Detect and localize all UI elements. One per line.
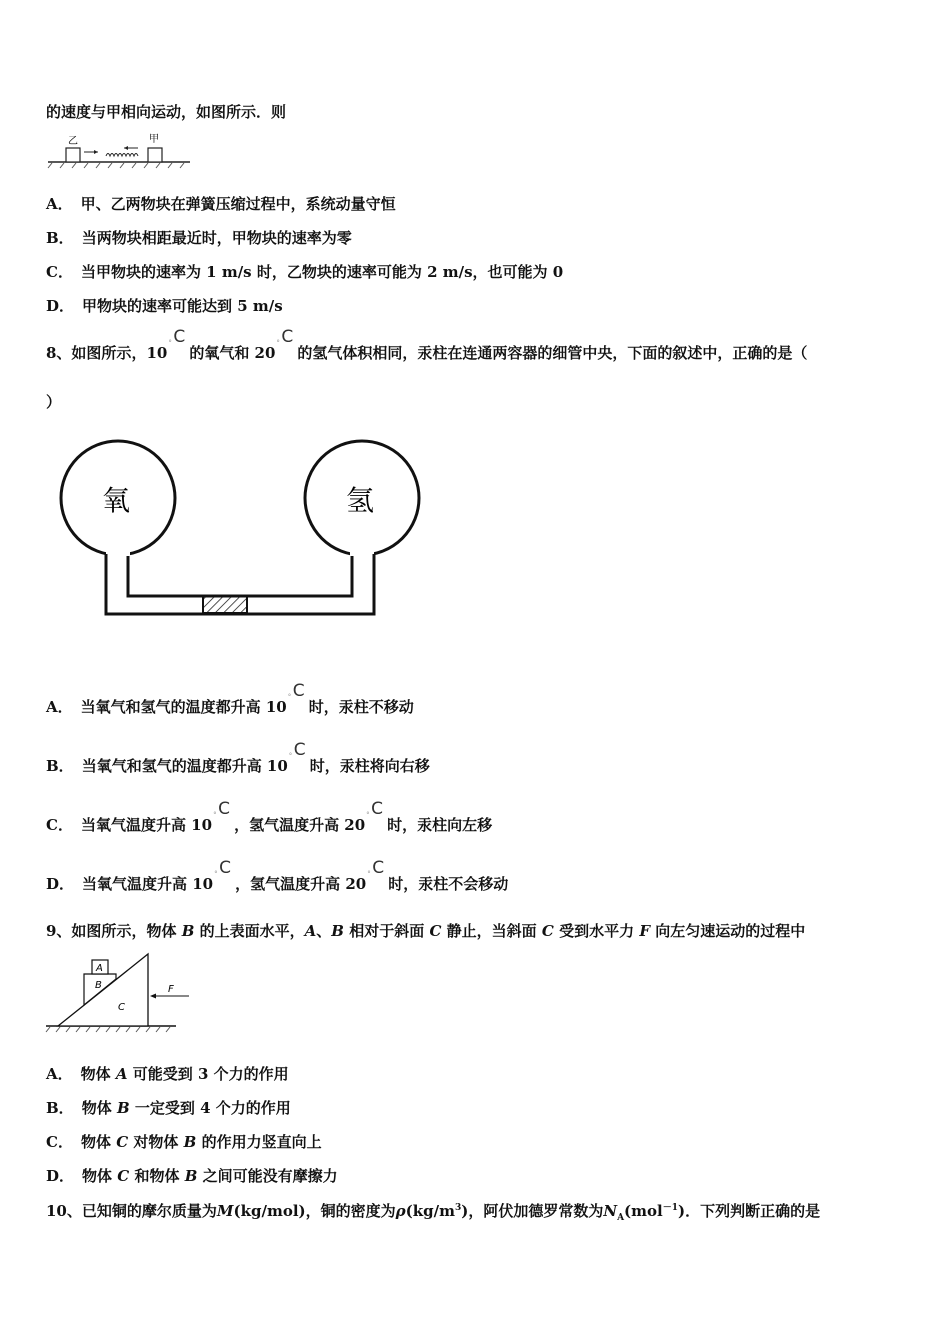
q8-option-b: B． 当氧气和氢气的温度都升高 10 ° C 时，汞柱将向右移 — [46, 740, 430, 775]
q7-intro: 的速度与甲相向运动，如图所示．则 — [46, 103, 287, 121]
q8-stem: 8、如图所示，10 ° C 的氧气和 20 ° C 的氢气体积相同，汞柱在连通两容器的细管中央，下面的叙述中，正确的是（ — [46, 327, 808, 362]
q9-option-b: B． 物体 B 一定受到 4 个力的作用 — [46, 1099, 291, 1117]
label-yi: 乙 — [68, 136, 78, 147]
q8-figure — [50, 438, 430, 628]
mercury-column — [203, 596, 247, 613]
q8-option-a: A． 当氧气和氢气的温度都升高 10 ° C 时，汞柱不移动 — [46, 681, 414, 716]
q9-option-c: C． 物体 C 对物体 B 的作用力竖直向上 — [46, 1133, 322, 1151]
block-yi — [66, 148, 80, 162]
degree-symbol: ° C — [168, 327, 186, 347]
connecting-tube-inner — [128, 556, 352, 596]
oxygen-label: 氧 — [102, 484, 131, 517]
label-c: C — [118, 1002, 125, 1013]
q7-figure — [44, 130, 194, 170]
q9-stem: 9、如图所示，物体 B 的上表面水平，A、B 相对于斜面 C 静止，当斜面 C 受到水平力 F 向左匀速运动的过程中 — [46, 922, 806, 940]
q9-option-a: A． 物体 A 可能受到 3 个力的作用 — [46, 1065, 289, 1083]
q10-stem: 10、已知铜的摩尔质量为M(kg/mol)，铜的密度为$\rho(kg/m^3)$，阿伏加德罗常数为$N_A(mol^{-1})$．下列判断正确的是 — [46, 1202, 821, 1223]
q8-stem-end: ） — [46, 393, 62, 411]
q8-option-c: C． 当氧气温度升高 10 ° C ，氢气温度升高 20 ° C 时，汞柱向左移 — [46, 799, 493, 834]
q9-figure — [44, 950, 194, 1038]
block-jia — [148, 148, 162, 162]
label-jia: 甲 — [149, 134, 159, 145]
q7-option-d: D． 甲物块的速率可能达到 5 m/s — [46, 297, 283, 315]
label-a: A — [96, 963, 103, 974]
label-b: B — [95, 980, 102, 991]
degree-symbol: ° C — [276, 327, 294, 347]
q8-option-d: D． 当氧气温度升高 10 ° C ，氢气温度升高 20 ° C 时，汞柱不会移动 — [46, 858, 509, 893]
q9-option-d: D． 物体 C 和物体 B 之间可能没有摩擦力 — [46, 1167, 338, 1185]
spring — [106, 154, 138, 157]
hydrogen-label: 氢 — [346, 484, 375, 517]
q7-option-a: A． 甲、乙两物块在弹簧压缩过程中，系统动量守恒 — [46, 195, 396, 213]
q7-option-b: B． 当两物块相距最近时，甲物块的速率为零 — [46, 229, 352, 247]
q7-option-c: C． 当甲物块的速率为 1 m/s 时，乙物块的速率可能为 2 m/s，也可能为 0 — [46, 263, 564, 281]
label-f: F — [168, 984, 174, 995]
